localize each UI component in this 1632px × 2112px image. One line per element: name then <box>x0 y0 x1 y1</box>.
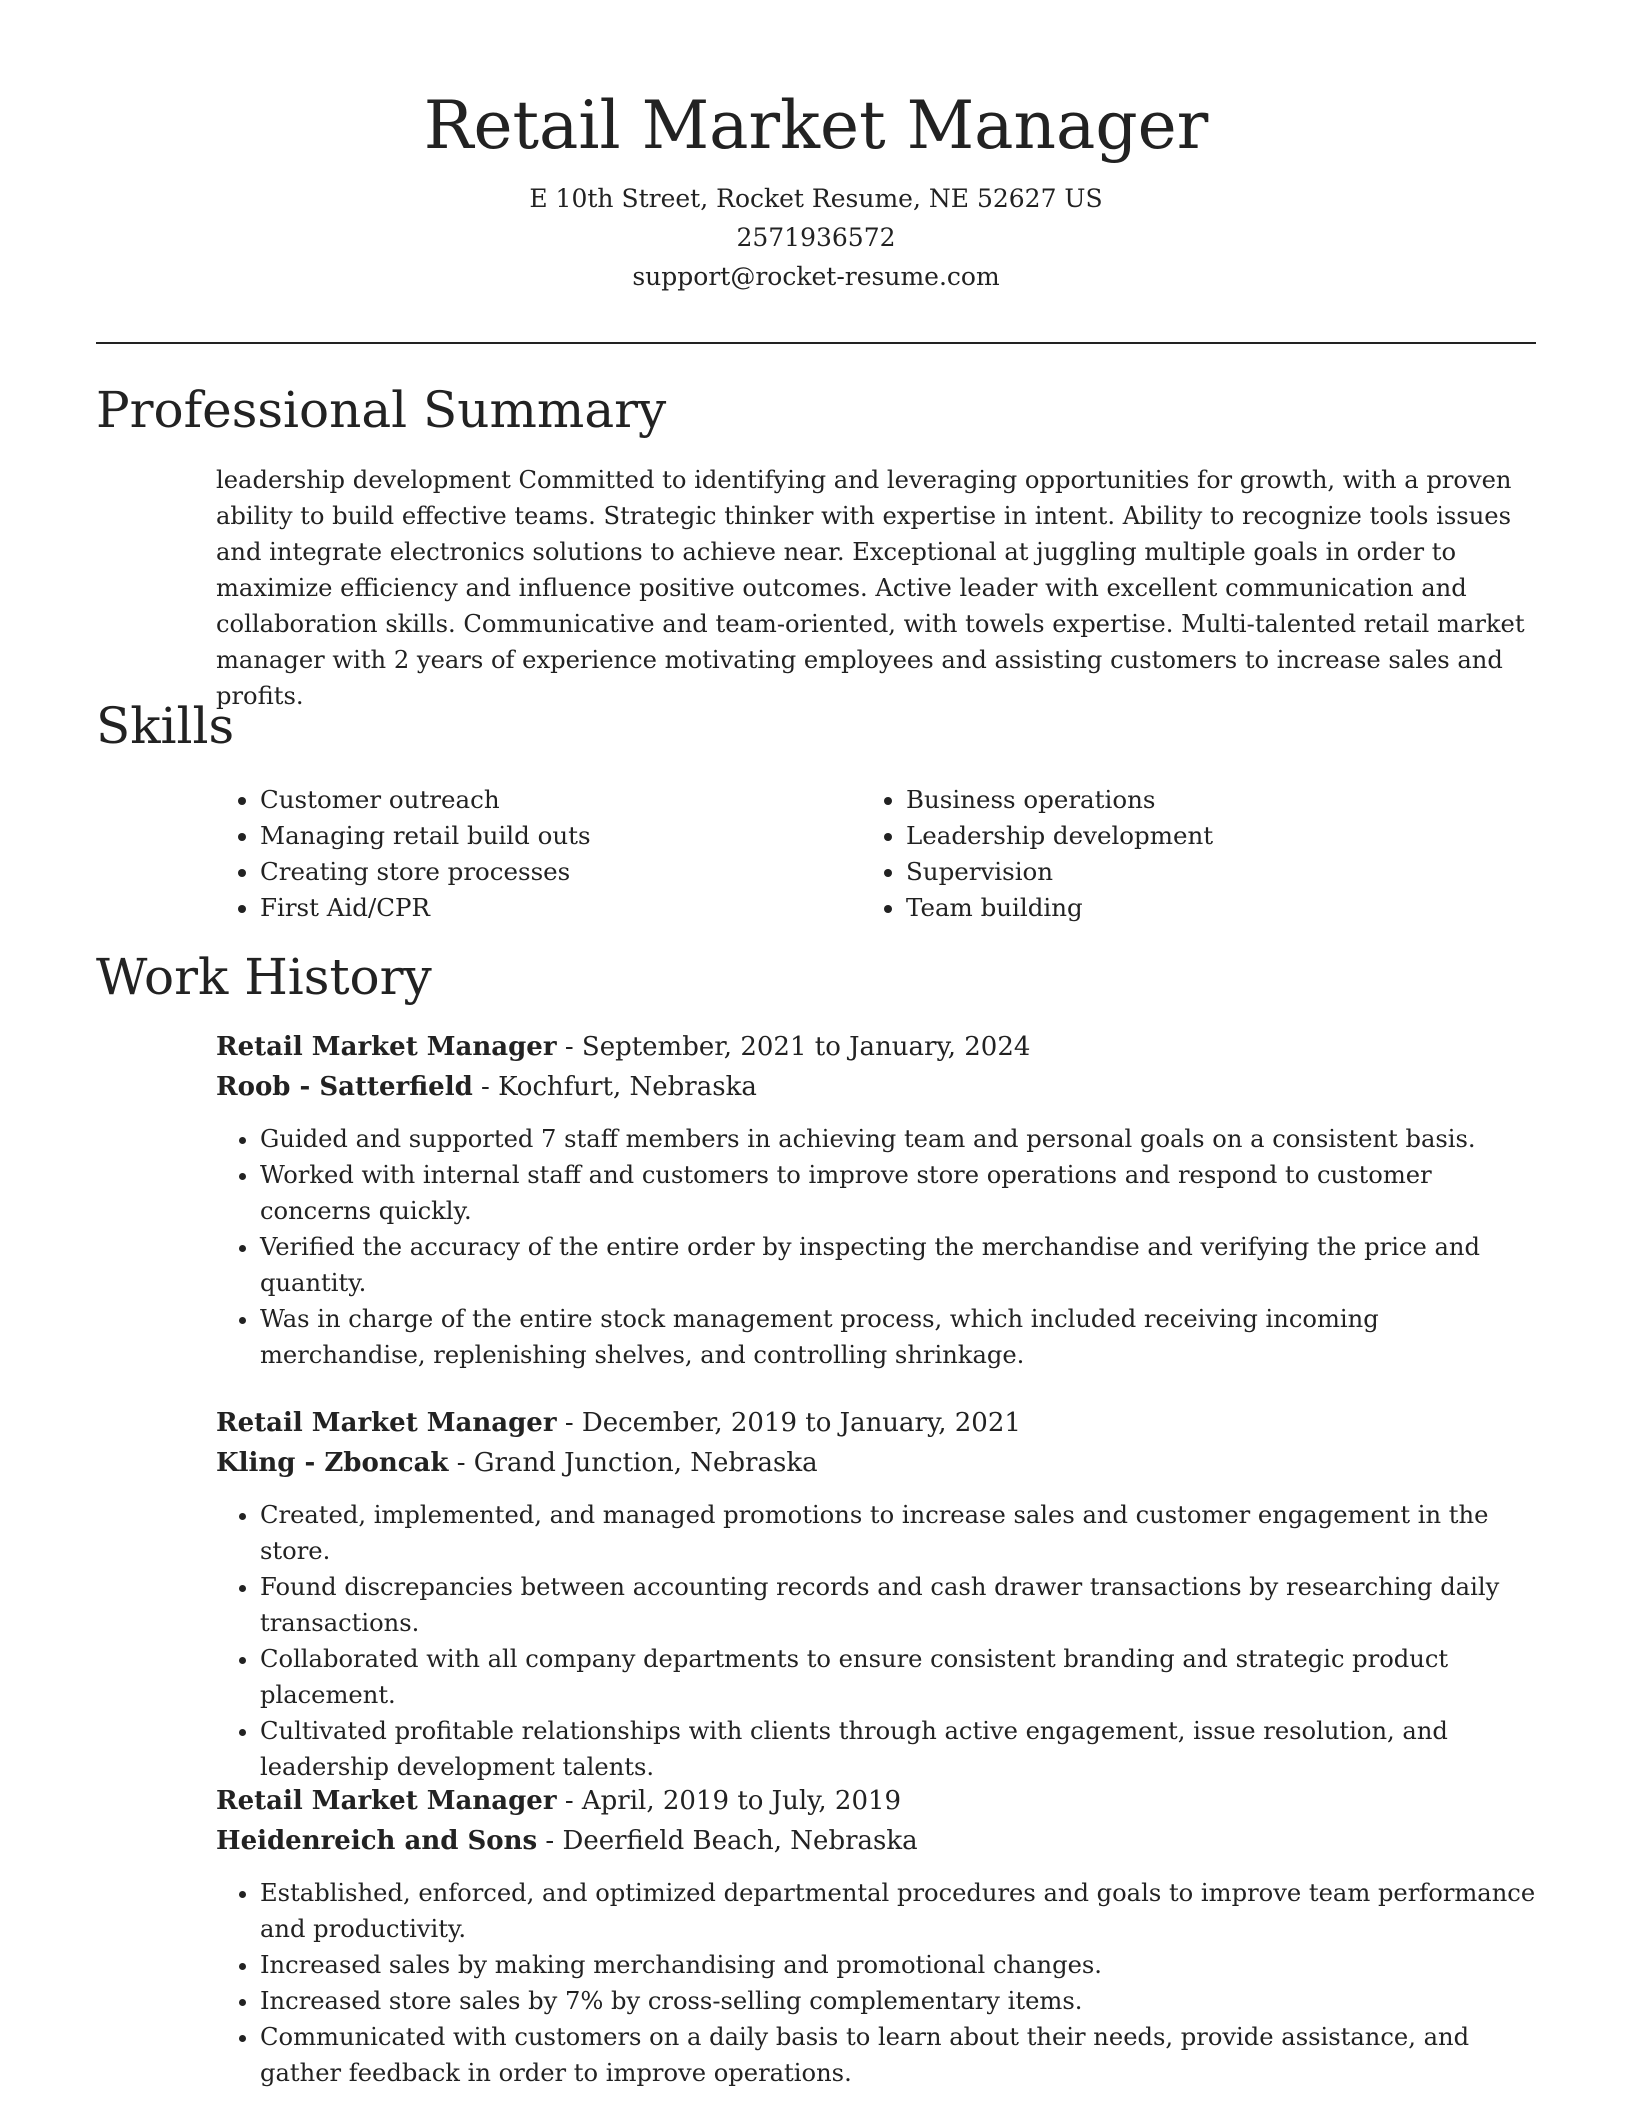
skill-item: • First Aid/CPR <box>260 890 820 926</box>
skill-item: • Leadership development <box>906 818 1506 854</box>
job-bullet: • Increased store sales by 7% by cross-selling complementary items. <box>260 1983 1546 2019</box>
skills-heading: Skills <box>96 697 235 755</box>
job-title-line <box>216 1027 1546 1067</box>
job-company-line <box>216 1821 1546 1861</box>
job-company: Roob - Satterfield <box>216 1072 473 1102</box>
skill-item: • Team building <box>906 890 1506 926</box>
summary-text: leadership development Committed to identifying and leveraging opportunities for growth, with a proven ability to build effective teams. Strategic thinker with expertise in intent. Ability to recognize tools issues and integrate electronics solutions to achieve near. Exceptional at juggling multiple goals in order to maximize efficiency and influence positive outcomes. Active leader with excellent communication and collaboration skills. Communicative and team-oriented, with towels expertise. Multi-talented retail market manager with 2 years of experience motivating employees and assisting customers to increase sales and profits. <box>216 466 1525 710</box>
contact-phone: 2571936572 <box>736 223 896 252</box>
job-bullet: • Increased sales by making merchandising and promotional changes. <box>260 1947 1546 1983</box>
job-dates: - April, 2019 to July, 2019 <box>556 1786 902 1816</box>
skills-list-left <box>216 782 820 926</box>
job-title-line <box>216 1781 1546 1821</box>
job-entry <box>216 1403 1546 1785</box>
job-bullet: • Collaborated with all company departments to ensure consistent branding and strategic product placement. <box>260 1641 1546 1713</box>
candidate-name: Retail Market Manager <box>423 87 1209 164</box>
skills-list-right <box>862 782 1506 926</box>
contact-address: E 10th Street, Rocket Resume, NE 52627 US <box>529 184 1103 213</box>
job-bullet-list <box>216 1875 1546 2091</box>
job-dates: - December, 2019 to January, 2021 <box>556 1408 1021 1438</box>
job-bullet: • Verified the accuracy of the entire order by inspecting the merchandise and verifying the price and quantity. <box>260 1229 1546 1301</box>
job-bullet: • Established, enforced, and optimized departmental procedures and goals to improve team performance and productivity. <box>260 1875 1546 1947</box>
job-bullet: • Created, implemented, and managed promotions to increase sales and customer engagement in the store. <box>260 1497 1546 1569</box>
job-title: Retail Market Manager <box>216 1408 557 1438</box>
job-title-line <box>216 1403 1546 1443</box>
skill-item: • Supervision <box>906 854 1506 890</box>
job-company-line <box>216 1443 1546 1483</box>
header-divider <box>96 342 1536 344</box>
job-bullet: • Guided and supported 7 staff members in achieving team and personal goals on a consistent basis. <box>260 1121 1546 1157</box>
skill-item: • Creating store processes <box>260 854 820 890</box>
job-location: - Deerfield Beach, Nebraska <box>537 1826 918 1856</box>
job-bullet: • Was in charge of the entire stock management process, which included receiving incoming merchandise, replenishing shelves, and controlling shrinkage. <box>260 1301 1546 1373</box>
job-bullet: • Found discrepancies between accounting records and cash drawer transactions by researching daily transactions. <box>260 1569 1546 1641</box>
skill-item: • Managing retail build outs <box>260 818 820 854</box>
job-dates: - September, 2021 to January, 2024 <box>556 1032 1031 1062</box>
job-company: Heidenreich and Sons <box>216 1826 538 1856</box>
job-company: Kling - Zboncak <box>216 1448 449 1478</box>
job-company-line <box>216 1067 1546 1107</box>
work-history-heading: Work History <box>96 948 432 1006</box>
skill-item: • Customer outreach <box>260 782 820 818</box>
job-bullet-list <box>216 1121 1546 1373</box>
job-entry <box>216 1781 1546 2091</box>
job-title: Retail Market Manager <box>216 1786 557 1816</box>
job-entry <box>216 1027 1546 1373</box>
job-bullet: • Cultivated profitable relationships with clients through active engagement, issue resolution, and leadership development talents. <box>260 1713 1546 1785</box>
job-bullet: • Worked with internal staff and customers to improve store operations and respond to customer concerns quickly. <box>260 1157 1546 1229</box>
contact-email: support@rocket-resume.com <box>632 262 1000 291</box>
job-title: Retail Market Manager <box>216 1032 557 1062</box>
skill-item: • Business operations <box>906 782 1506 818</box>
job-bullet-list <box>216 1497 1546 1785</box>
summary-heading: Professional Summary <box>96 381 667 439</box>
resume-header <box>96 80 1536 296</box>
job-location: - Kochfurt, Nebraska <box>472 1072 757 1102</box>
job-location: - Grand Junction, Nebraska <box>448 1448 818 1478</box>
job-bullet: • Communicated with customers on a daily basis to learn about their needs, provide assistance, and gather feedback in order to improve operations. <box>260 2019 1546 2091</box>
